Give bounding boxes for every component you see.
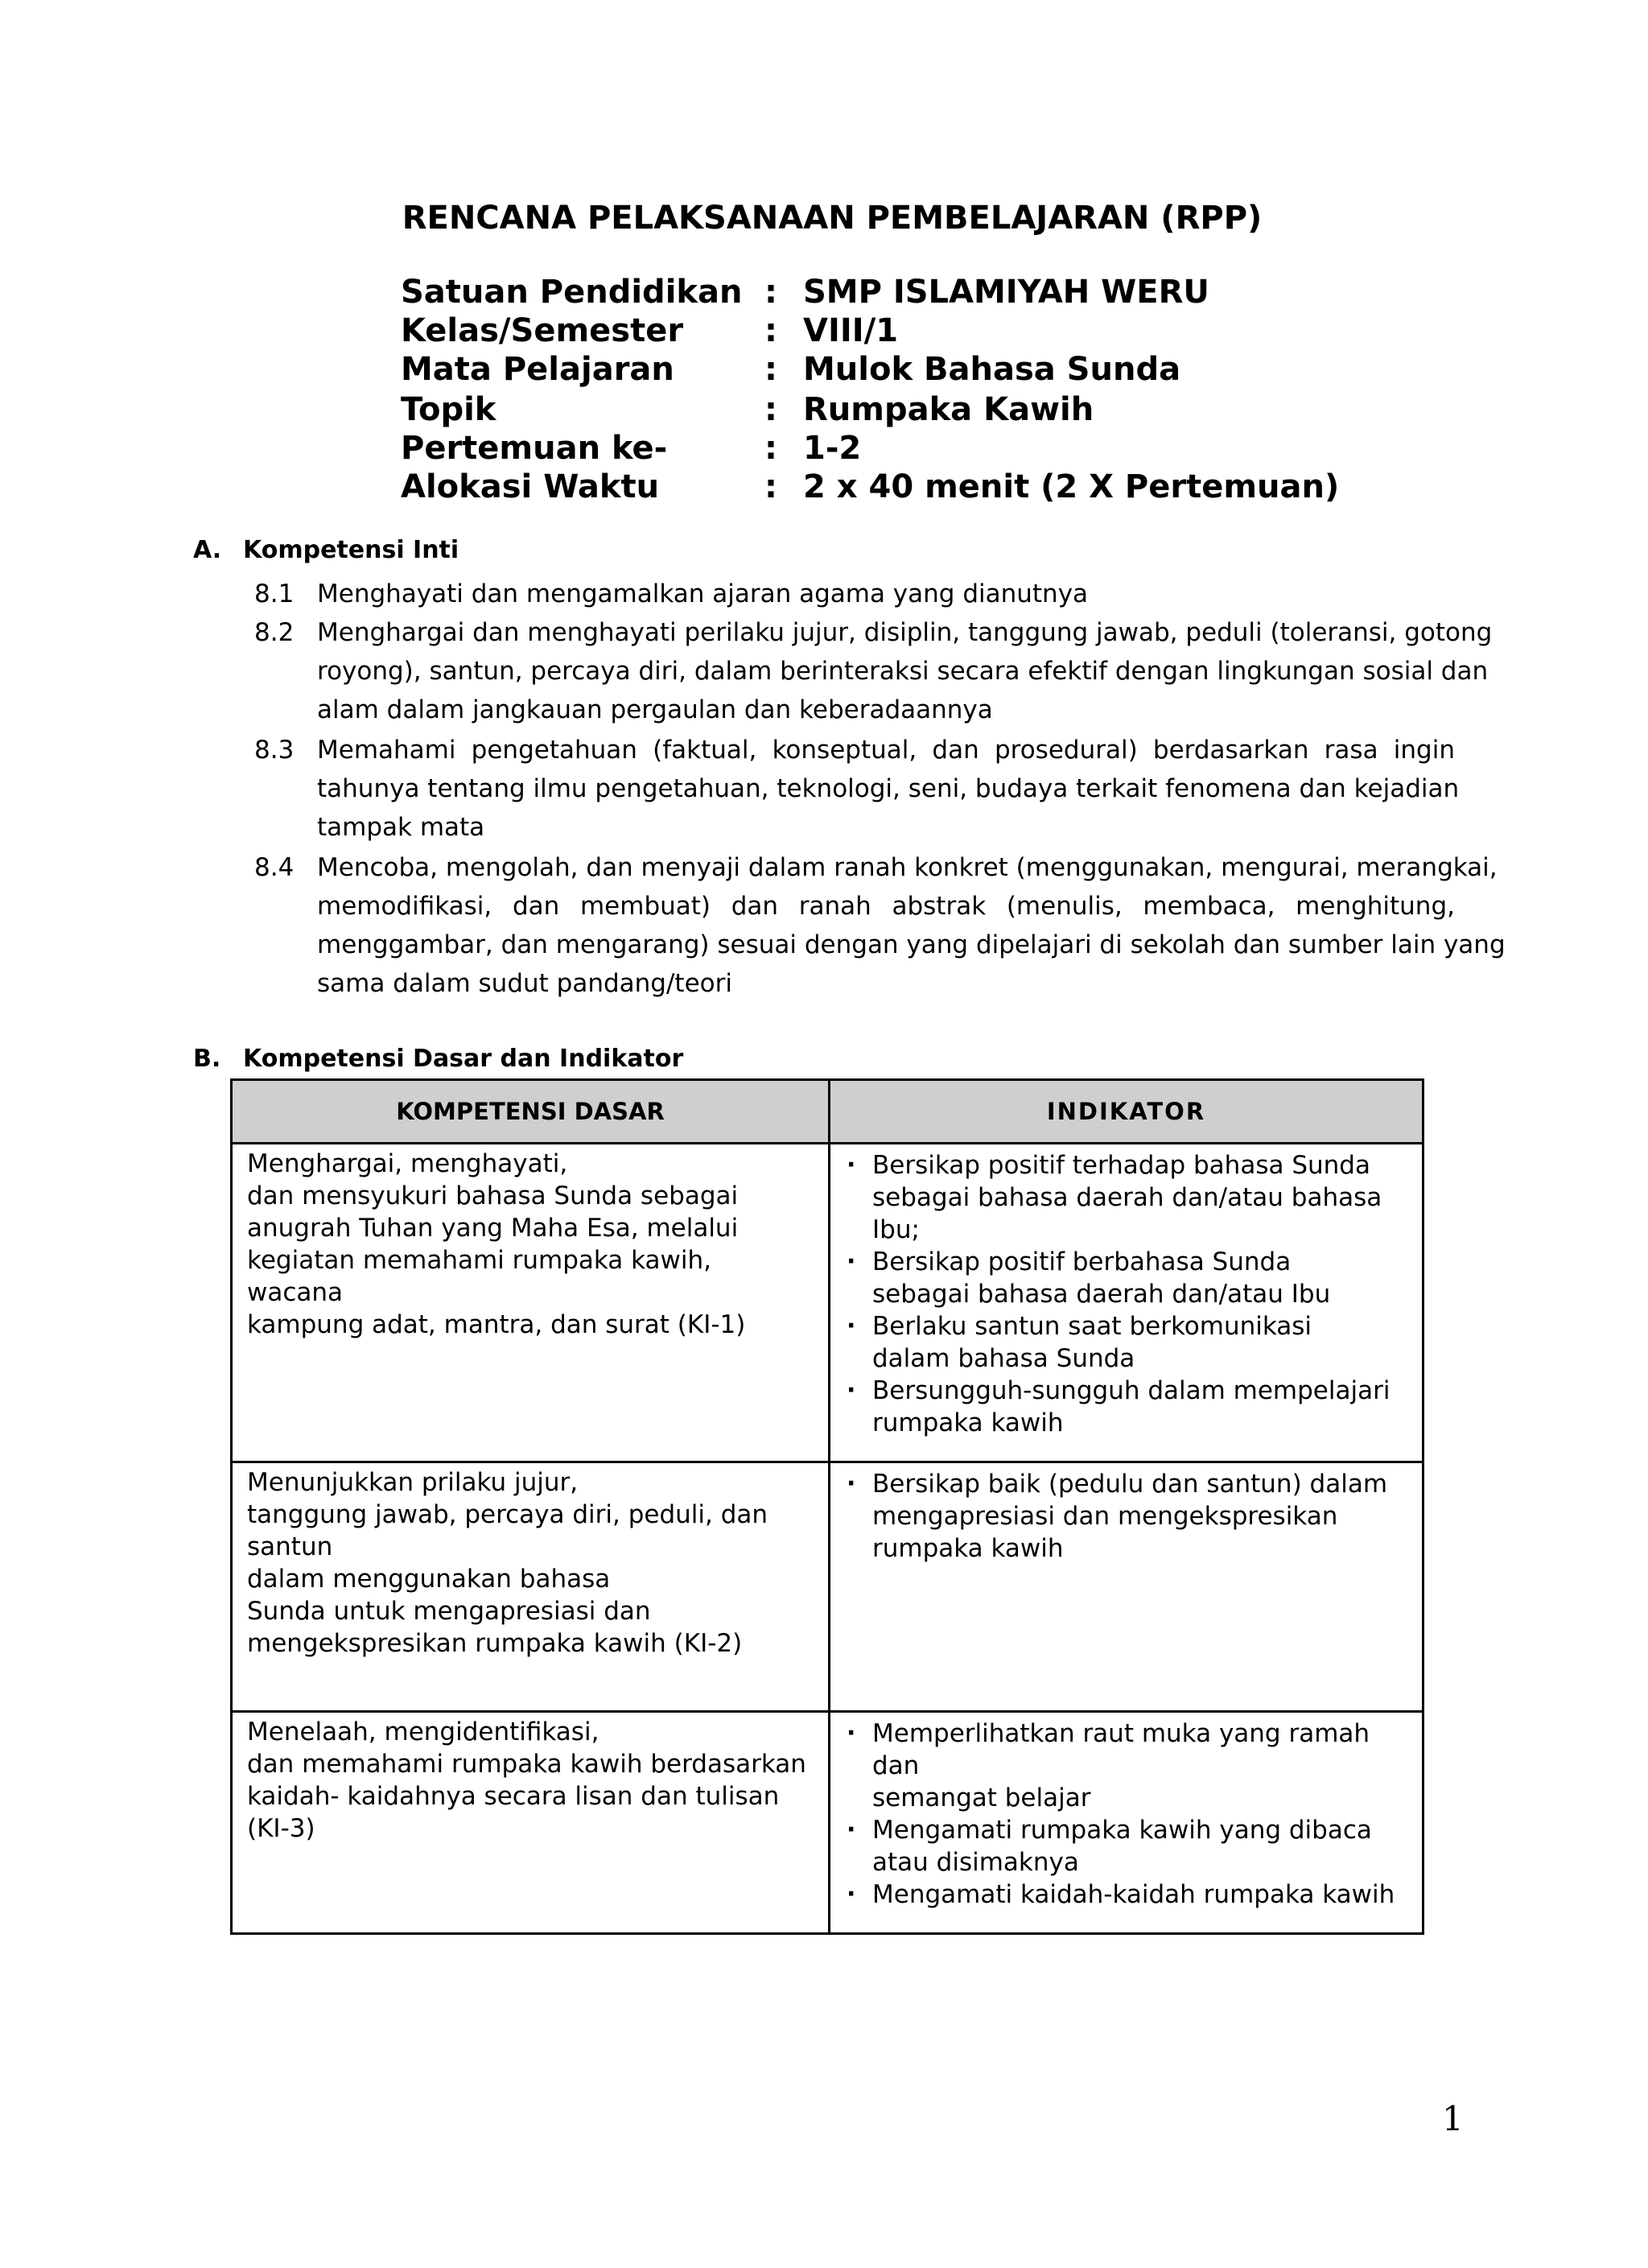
indikator-text-line: Bersikap baik (pedulu dan santun) dalam — [872, 1470, 1388, 1499]
indikator-cell — [830, 1144, 1423, 1462]
table-row — [232, 1144, 1423, 1462]
indikator-text-line: Bersikap positif terhadap bahasa Sunda — [872, 1151, 1370, 1180]
indikator-text-line: Ibu; — [872, 1215, 920, 1244]
meta-value: VIII/1 — [803, 312, 899, 349]
kd-cell — [232, 1462, 830, 1712]
meta-colon: : — [764, 430, 777, 467]
indikator-text-line: Bersikap positif berbahasa Sunda — [872, 1247, 1292, 1276]
indikator-item — [847, 1310, 1406, 1375]
meta-label: Topik — [401, 391, 496, 428]
kd-indikator-table — [230, 1078, 1424, 1935]
indikator-text-line: Mengamati kaidah-kaidah rumpaka kawih — [872, 1880, 1395, 1909]
meta-value: Mulok Bahasa Sunda — [803, 351, 1181, 388]
indikator-text-line: Bersungguh-sungguh dalam mempelajari — [872, 1376, 1390, 1405]
indikator-item — [847, 1814, 1406, 1878]
bullet-icon: · — [847, 1312, 856, 1340]
meta-value: Rumpaka Kawih — [803, 391, 1094, 428]
indikator-item — [847, 1246, 1406, 1310]
kd-text-line: anugrah Tuhan yang Maha Esa, melalui — [247, 1214, 739, 1243]
ki-text-line: Menghargai dan menghayati perilaku jujur, disiplin, tanggung jawab, peduli (toleransi, gotong — [317, 618, 1493, 647]
ki-number: 8.1 — [254, 579, 295, 608]
indikator-text-line: rumpaka kawih — [872, 1408, 1064, 1437]
indikator-text-line: atau disimaknya — [872, 1848, 1079, 1877]
indikator-text-line: rumpaka kawih — [872, 1534, 1064, 1563]
meta-label: Satuan Pendidikan — [401, 274, 743, 311]
indikator-text-line: dalam bahasa Sunda — [872, 1344, 1135, 1373]
ki-text-line: menggambar, dan mengarang) sesuai dengan yang dipelajari di sekolah dan sumber lain yang — [317, 930, 1506, 959]
document-title: RENCANA PELAKSANAAN PEMBELAJARAN (RPP) — [402, 200, 1263, 237]
ki-text-line: Menghayati dan mengamalkan ajaran agama yang dianutnya — [317, 579, 1089, 608]
table-header-row — [232, 1080, 1423, 1144]
bullet-icon: · — [847, 1470, 856, 1498]
indikator-text-line: mengapresiasi dan mengekspresikan — [872, 1502, 1338, 1531]
section-a-letter: A. — [193, 536, 222, 564]
kd-text-line: dalam menggunakan bahasa — [247, 1565, 611, 1594]
section-a-title: Kompetensi Inti — [243, 536, 459, 564]
bullet-icon: · — [847, 1880, 856, 1908]
meta-colon: : — [764, 351, 777, 388]
kd-text-line: Menunjukkan prilaku jujur, — [247, 1468, 579, 1497]
table-row — [232, 1462, 1423, 1712]
ki-text-line: memodifikasi, dan membuat) dan ranah abstrak (menulis, membaca, menghitung, — [317, 892, 1455, 921]
indikator-cell — [830, 1712, 1423, 1934]
meta-colon: : — [764, 274, 777, 311]
ki-text-line: royong), santun, percaya diri, dalam berinteraksi secara efektif dengan lingkungan sosial dan — [317, 657, 1489, 686]
ki-text-line: tahunya tentang ilmu pengetahuan, teknologi, seni, budaya terkait fenomena dan kejadian — [317, 774, 1460, 803]
bullet-icon: · — [847, 1151, 856, 1179]
meta-label: Alokasi Waktu — [401, 468, 660, 505]
indikator-item — [847, 1717, 1406, 1814]
kd-text-line: Menghargai, menghayati, — [247, 1149, 568, 1178]
ki-text-line: sama dalam sudut pandang/teori — [317, 969, 732, 998]
meta-colon: : — [764, 312, 777, 349]
ki-text-line: Memahami pengetahuan (faktual, konseptual, dan prosedural) berdasarkan rasa ingin — [317, 736, 1455, 765]
indikator-item — [847, 1149, 1406, 1246]
ki-text-line: alam dalam jangkauan pergaulan dan keberadaannya — [317, 695, 993, 724]
kd-text-line: Sunda untuk mengapresiasi dan — [247, 1597, 651, 1626]
indikator-text-line: sebagai bahasa daerah dan/atau bahasa — [872, 1183, 1382, 1212]
indikator-text-line: Berlaku santun saat berkomunikasi — [872, 1312, 1312, 1341]
page-number: 1 — [1442, 2099, 1464, 2138]
kd-text-line: Menelaah, mengidentifikasi, — [247, 1717, 599, 1746]
kd-text-line: mengekspresikan rumpaka kawih (KI-2) — [247, 1629, 743, 1658]
indikator-item — [847, 1468, 1406, 1565]
bullet-icon: · — [847, 1816, 856, 1844]
kd-text-line: dan memahami rumpaka kawih berdasarkan — [247, 1750, 806, 1779]
kd-text-line: tanggung jawab, percaya diri, peduli, dan — [247, 1500, 768, 1529]
section-b-title: Kompetensi Dasar dan Indikator — [243, 1045, 684, 1073]
bullet-icon: · — [847, 1247, 856, 1276]
table-body — [232, 1144, 1423, 1934]
meta-label: Kelas/Semester — [401, 312, 684, 349]
bullet-icon: · — [847, 1719, 856, 1747]
kd-text-line: santun — [247, 1532, 333, 1561]
section-b-letter: B. — [193, 1045, 221, 1073]
indikator-cell — [830, 1462, 1423, 1712]
ki-text-line: Mencoba, mengolah, dan menyaji dalam ranah konkret (menggunakan, mengurai, merangkai, — [317, 853, 1498, 882]
header-kompetensi-dasar: KOMPETENSI DASAR — [232, 1080, 830, 1144]
indikator-text-line: Mengamati rumpaka kawih yang dibaca — [872, 1816, 1372, 1845]
meta-colon: : — [764, 468, 777, 505]
indikator-text-line: Memperlihatkan raut muka yang ramah dan — [872, 1719, 1370, 1780]
ki-number: 8.3 — [254, 736, 295, 765]
header-indikator: INDIKATOR — [830, 1080, 1423, 1144]
meta-label: Mata Pelajaran — [401, 351, 674, 388]
kd-cell — [232, 1144, 830, 1462]
meta-label: Pertemuan ke- — [401, 430, 668, 467]
ki-number: 8.4 — [254, 853, 295, 882]
kd-text-line: dan mensyukuri bahasa Sunda sebagai — [247, 1181, 739, 1210]
ki-number: 8.2 — [254, 618, 295, 647]
kd-text-line: kegiatan memahami rumpaka kawih, wacana — [247, 1246, 712, 1307]
kd-text-line: (KI-3) — [247, 1814, 315, 1843]
meta-colon: : — [764, 391, 777, 428]
meta-value: 1-2 — [803, 430, 862, 467]
bullet-icon: · — [847, 1376, 856, 1404]
indikator-text-line: sebagai bahasa daerah dan/atau Ibu — [872, 1280, 1331, 1309]
meta-value: SMP ISLAMIYAH WERU — [803, 274, 1209, 311]
table-row — [232, 1712, 1423, 1934]
ki-text-line: tampak mata — [317, 813, 485, 842]
indikator-item — [847, 1375, 1406, 1439]
meta-value: 2 x 40 menit (2 X Pertemuan) — [803, 468, 1340, 505]
kd-cell — [232, 1712, 830, 1934]
indikator-text-line: semangat belajar — [872, 1783, 1091, 1812]
indikator-item — [847, 1878, 1406, 1911]
kd-text-line: kaidah- kaidahnya secara lisan dan tulisan — [247, 1782, 780, 1811]
kd-text-line: kampung adat, mantra, dan surat (KI-1) — [247, 1310, 746, 1339]
